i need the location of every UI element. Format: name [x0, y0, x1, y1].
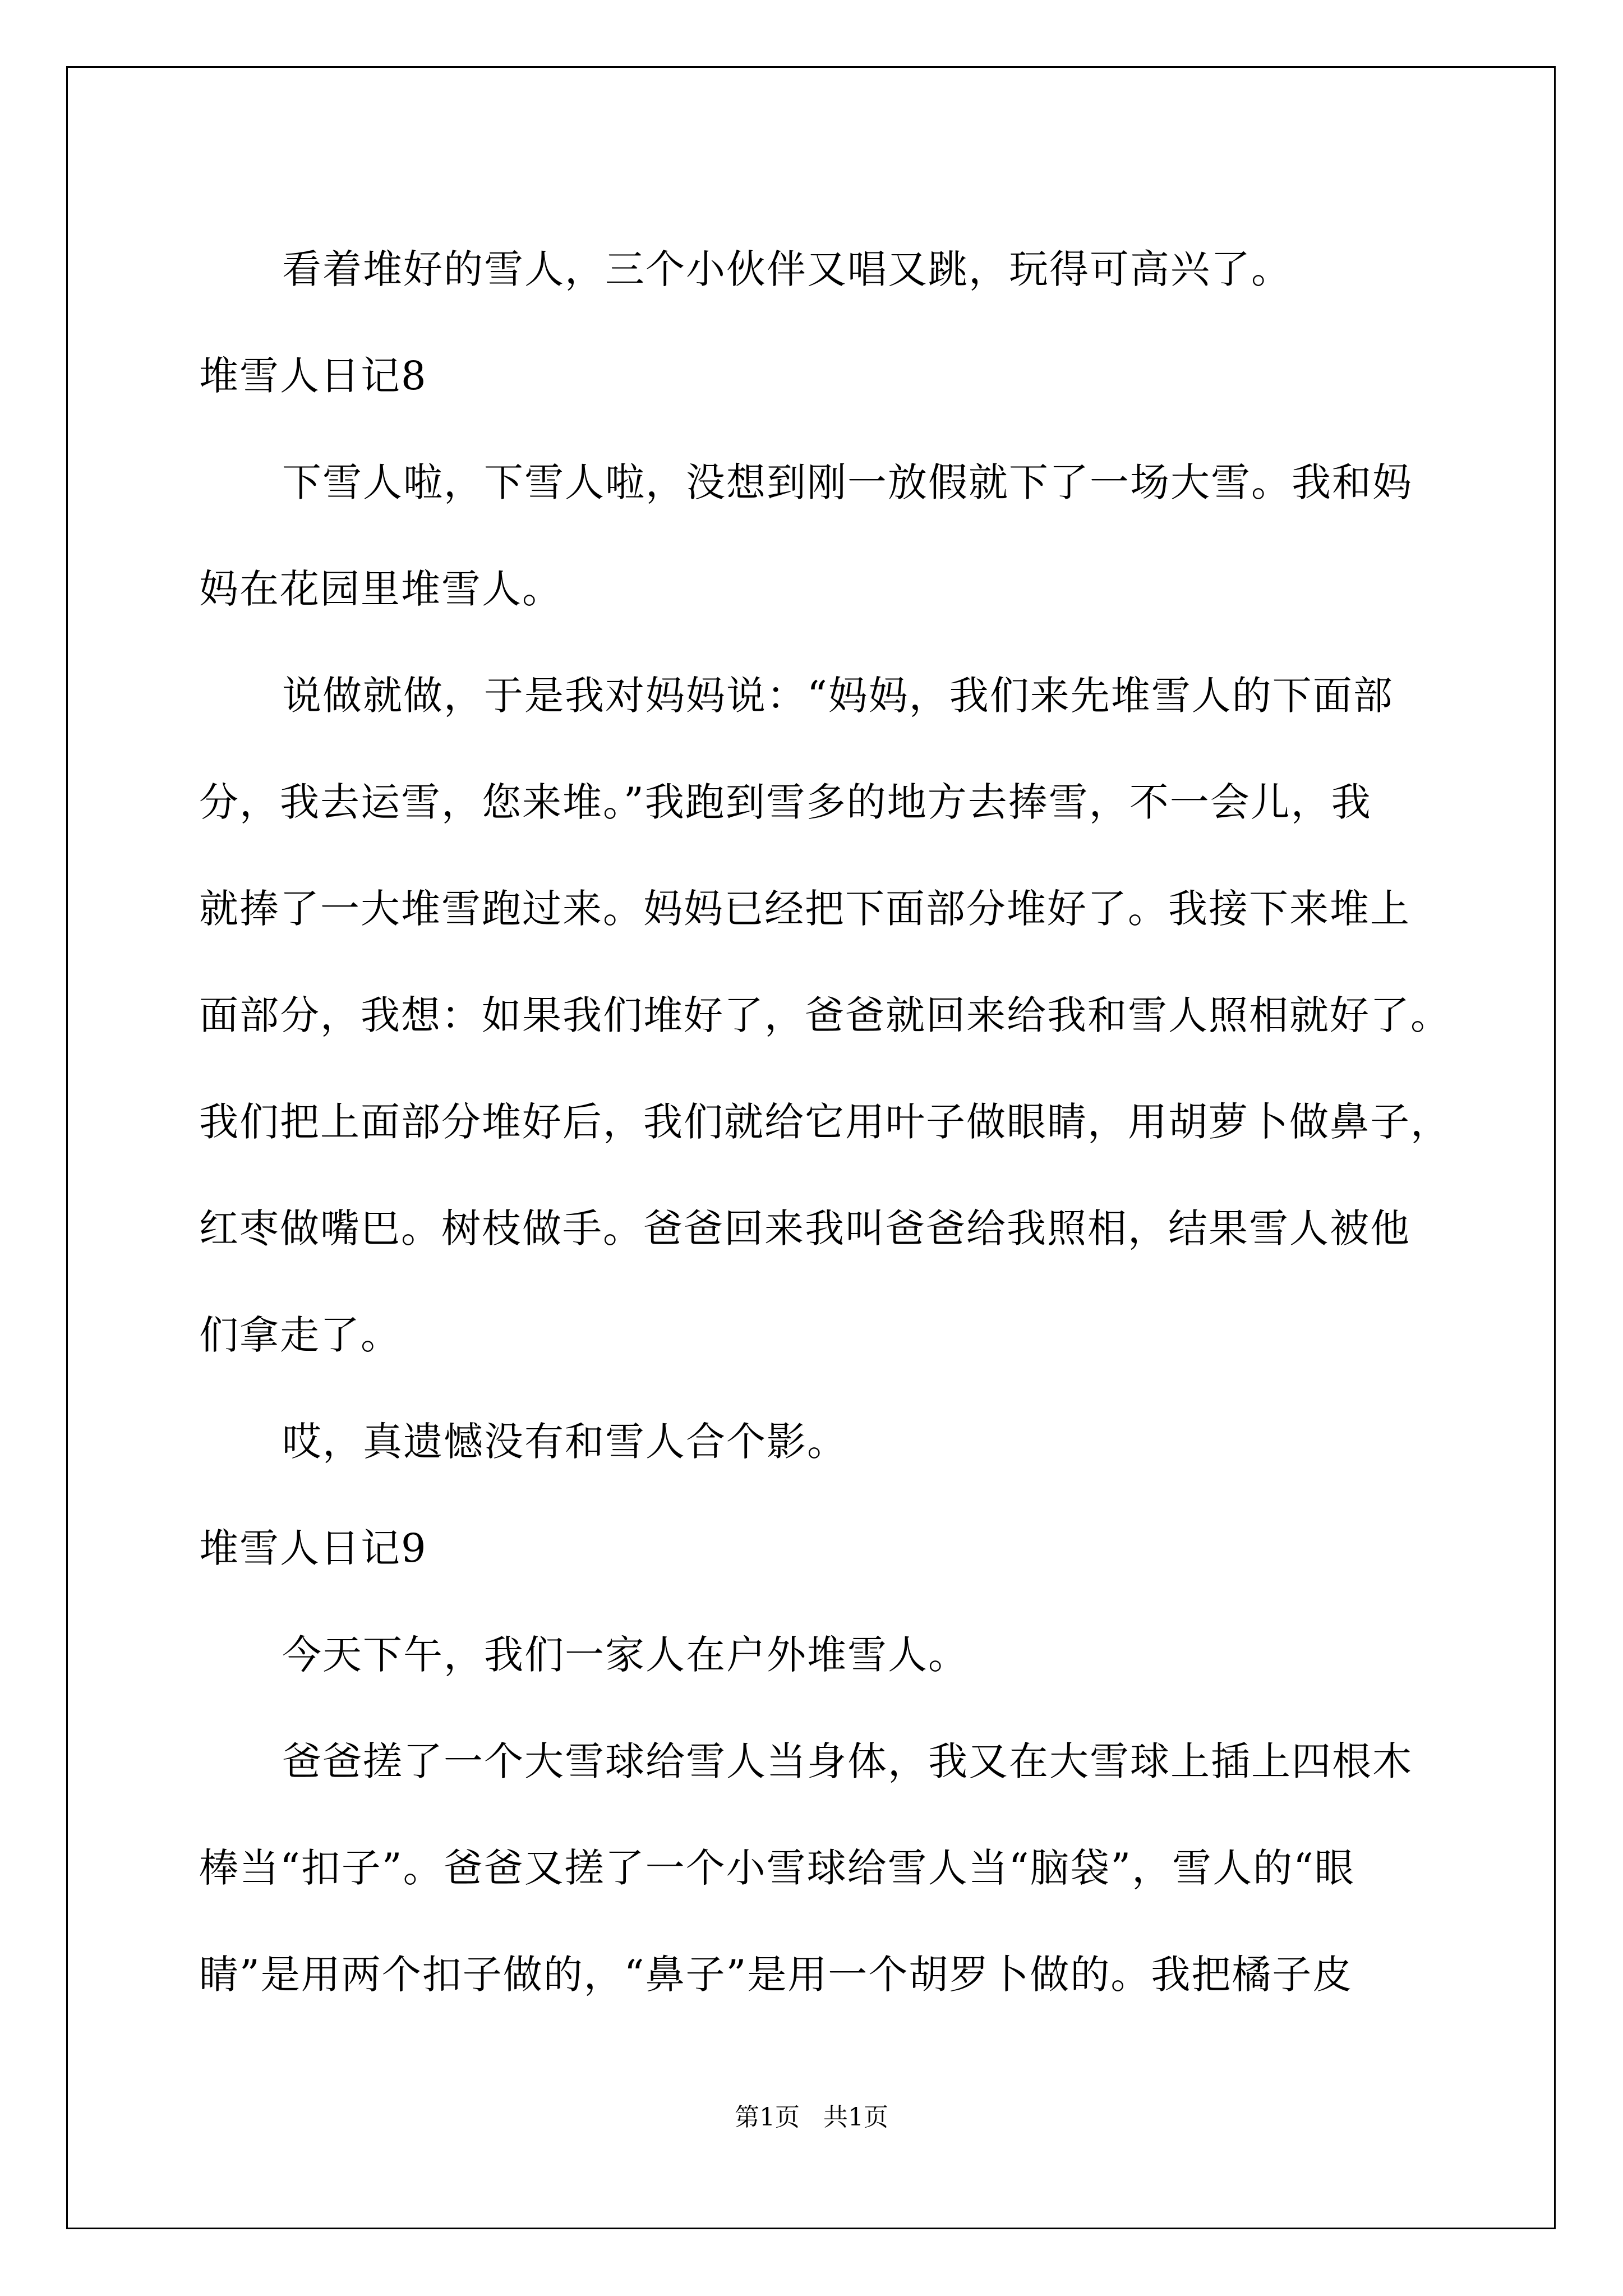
paragraph-line: 看着堆好的雪人，三个小伙伴又唱又跳，玩得可高兴了。: [282, 246, 1292, 292]
paragraph-line: 我们把上面部分堆好后，我们就给它用叶子做眼睛，用胡萝卜做鼻子，: [199, 1099, 1451, 1145]
section-heading: 堆雪人日记9: [199, 1525, 427, 1571]
document-body: [199, 216, 1451, 2028]
paragraph-line: 说做就做，于是我对妈妈说：“妈妈，我们来先堆雪人的下面部: [282, 673, 1394, 719]
paragraph-line: 红枣做嘴巴。树枝做手。爸爸回来我叫爸爸给我照相，结果雪人被他: [199, 1205, 1410, 1251]
section-heading: 堆雪人日记8: [199, 353, 427, 399]
paragraph-line: 分，我去运雪，您来堆。”我跑到雪多的地方去捧雪，不一会儿，我: [199, 779, 1372, 825]
paragraph-line: 棒当“扣子”。爸爸又搓了一个小雪球给雪人当“脑袋”，雪人的“眼: [199, 1845, 1355, 1891]
paragraph-line: 就捧了一大堆雪跑过来。妈妈已经把下面部分堆好了。我接下来堆上: [199, 886, 1410, 932]
paragraph-line: 妈在花园里堆雪人。: [199, 566, 562, 612]
paragraph-line: 下雪人啦，下雪人啦，没想到刚一放假就下了一场大雪。我和妈: [282, 459, 1413, 505]
paragraph-line: 睛”是用两个扣子做的，“鼻子”是用一个胡罗卜做的。我把橘子皮: [199, 1952, 1353, 1998]
paragraph-line: 今天下午，我们一家人在户外堆雪人。: [282, 1632, 969, 1678]
paragraph-line: 面部分，我想：如果我们堆好了，爸爸就回来给我和雪人照相就好了。: [199, 992, 1451, 1038]
paragraph-line: 们拿走了。: [199, 1312, 401, 1358]
paragraph-line: 爸爸搓了一个大雪球给雪人当身体，我又在大雪球上插上四根木: [282, 1738, 1413, 1784]
paragraph-line: 哎，真遗憾没有和雪人合个影。: [282, 1419, 847, 1465]
page-footer: 第1页 共1页: [735, 2103, 888, 2132]
